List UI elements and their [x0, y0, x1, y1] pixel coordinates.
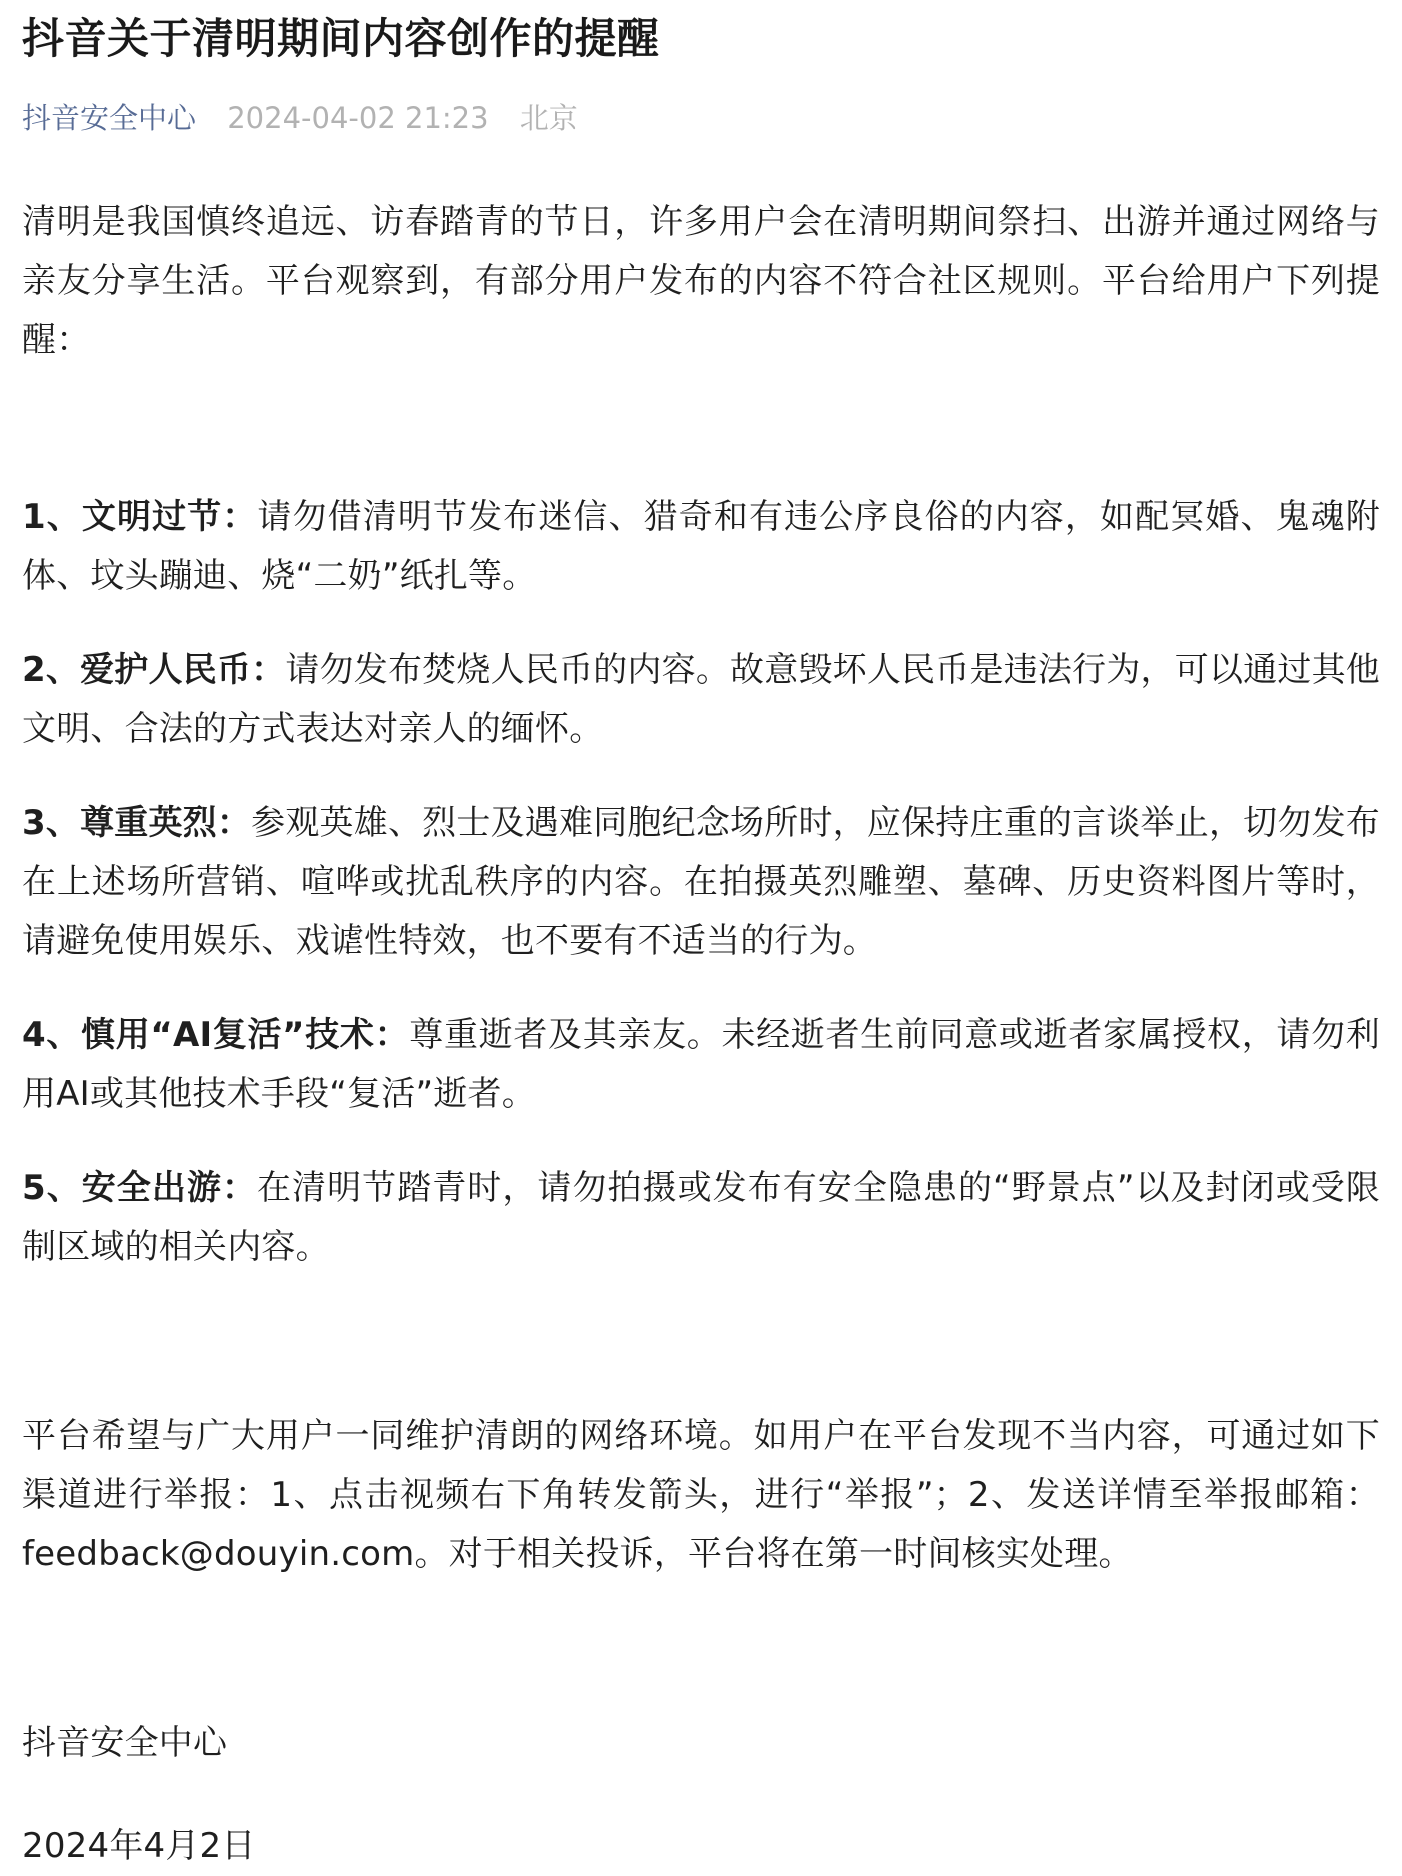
article-meta	[22, 98, 1380, 138]
item-heading: 1、文明过节：	[22, 497, 258, 537]
item-heading: 3、尊重英烈：	[22, 803, 252, 843]
closing-paragraph: 平台希望与广大用户一同维护清朗的网络环境。如用户在平台发现不当内容，可通过如下渠道进行举报：1、点击视频右下角转发箭头，进行“举报”；2、发送详情至举报邮箱：feedback@douyin.com。对于相关投诉，平台将在第一时间核实处理。	[22, 1416, 1380, 1574]
article-content	[22, 193, 1380, 1876]
list-item	[22, 1006, 1380, 1124]
intro-paragraph: 清明是我国慎终追远、访春踏青的节日，许多用户会在清明期间祭扫、出游并通过网络与亲友分享生活。平台观察到，有部分用户发布的内容不符合社区规则。平台给用户下列提醒：	[22, 202, 1380, 360]
item-body: 参观英雄、烈士及遇难同胞纪念场所时，应保持庄重的言谈举止，切勿发布在上述场所营销、喧哗或扰乱秩序的内容。在拍摄英烈雕塑、墓碑、历史资料图片等时，请避免使用娱乐、戏谑性特效，也不要有不适当的行为。	[22, 803, 1380, 961]
signature-date: 2024年4月2日	[22, 1826, 256, 1866]
list-item	[22, 794, 1380, 971]
item-body: 请勿发布焚烧人民币的内容。故意毁坏人民币是违法行为，可以通过其他文明、合法的方式表达对亲人的缅怀。	[22, 650, 1380, 749]
item-heading: 5、安全出游：	[22, 1168, 257, 1208]
item-body: 请勿借清明节发布迷信、猎奇和有违公序良俗的内容，如配冥婚、鬼魂附体、坟头蹦迪、烧“二奶”纸扎等。	[22, 497, 1380, 596]
article-title: 抖音关于清明期间内容创作的提醒	[22, 14, 660, 63]
item-body: 在清明节踏青时，请勿拍摄或发布有安全隐患的“野景点”以及封闭或受限制区域的相关内容。	[22, 1168, 1380, 1267]
item-body: 尊重逝者及其亲友。未经逝者生前同意或逝者家属授权，请勿利用AI或其他技术手段“复活”逝者。	[22, 1015, 1380, 1114]
list-item	[22, 488, 1380, 606]
item-heading: 4、慎用“AI复活”技术：	[22, 1015, 410, 1055]
publish-location: 北京	[519, 101, 578, 135]
publish-time: 2024-04-02 21:23	[227, 101, 489, 135]
account-link[interactable]: 抖音安全中心	[22, 101, 197, 135]
item-heading: 2、爱护人民币：	[22, 650, 286, 690]
signature: 抖音安全中心	[22, 1723, 228, 1763]
list-item	[22, 641, 1380, 759]
list-item	[22, 1159, 1380, 1277]
